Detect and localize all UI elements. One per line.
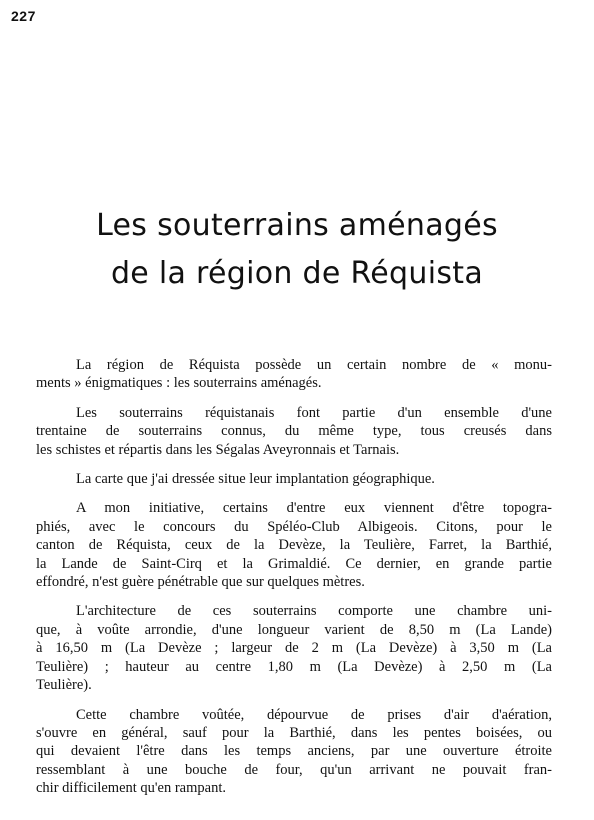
text-line: les schistes et répartis dans les Ségalas Aveyronnais et Tarnais.	[36, 441, 400, 458]
text-line: La carte que j'ai dressée situe leur implantation géographique.	[76, 471, 435, 488]
text-line: L'architecture de ces souterrains comporte une chambre uni-	[76, 603, 552, 620]
title-line-2: de la région de Réquista	[110, 256, 484, 291]
page-number: 227	[11, 8, 36, 24]
text-line: trentaine de souterrains connus, du même type, tous creusés dans	[36, 423, 552, 440]
text-line: Teulière).	[36, 677, 92, 694]
text-line: canton de Réquista, ceux de la Devèze, la Teulière, Farret, la Barthié,	[36, 537, 552, 554]
paragraph	[36, 356, 552, 393]
text-line: que, à voûte arrondie, d'une longueur varient de 8,50 m (La Lande)	[36, 621, 552, 638]
title-line-1: Les souterrains aménagés	[96, 208, 498, 243]
text-line: à 16,50 m (La Devèze ; largeur de 2 m (La Devèze) à 3,50 m (La	[36, 640, 552, 657]
text-line: Les souterrains réquistanais font partie d'un ensemble d'une	[76, 404, 552, 421]
paragraph	[36, 602, 552, 694]
text-line: La région de Réquista possède un certain nombre de « monu-	[76, 357, 552, 373]
article-body	[36, 356, 552, 809]
text-line: effondré, n'est guère pénétrable que sur quelques mètres.	[36, 574, 365, 591]
paragraph	[36, 499, 552, 591]
text-line: ments » énigmatiques : les souterrains aménagés.	[36, 375, 322, 392]
paragraph	[36, 706, 552, 798]
text-line: A mon initiative, certains d'entre eux viennent d'être topogra-	[76, 500, 552, 517]
text-line: phiés, avec le concours du Spéléo-Club Albigeois. Citons, pour le	[36, 518, 552, 535]
text-line: Cette chambre voûtée, dépourvue de prises d'air d'aération,	[76, 706, 552, 723]
paragraph	[36, 470, 552, 488]
text-line: la Lande de Saint-Cirq et la Grimaldié. Ce dernier, en grande partie	[36, 555, 552, 572]
text-line: Teulière) ; hauteur au centre 1,80 m (La Devèze) à 2,50 m (La	[36, 658, 552, 675]
text-line: s'ouvre en général, sauf pour la Barthié, dans les pentes boisées, ou	[36, 724, 552, 741]
text-line: ressemblant à une bouche de four, qu'un arrivant ne pouvait fran-	[36, 761, 552, 778]
text-line: qui devaient l'être dans les temps anciens, par une ouverture étroite	[36, 743, 552, 760]
text-line: chir difficilement qu'en rampant.	[36, 780, 226, 797]
paragraph	[36, 404, 552, 459]
